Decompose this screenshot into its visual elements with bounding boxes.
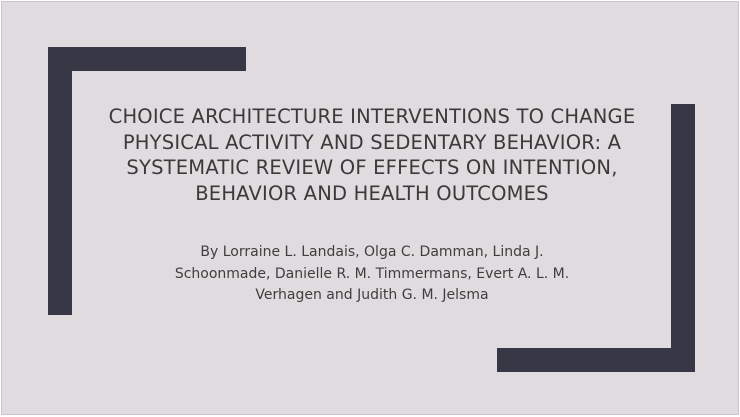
top-left-bracket-horizontal bbox=[48, 47, 246, 71]
bottom-right-bracket-vertical bbox=[671, 104, 695, 372]
bottom-right-bracket-horizontal bbox=[497, 348, 695, 372]
title-slide bbox=[1, 1, 739, 415]
slide-authors: By Lorraine L. Landais, Olga C. Damman, Linda J. Schoonmade, Danielle R. M. Timmermans, Evert A. L. M. Verhagen and Judith G. M. Jelsma bbox=[174, 244, 570, 303]
slide-title: CHOICE ARCHITECTURE INTERVENTIONS TO CHANGE PHYSICAL ACTIVITY AND SEDENTARY BEHAVIOR: A SYSTEMATIC REVIEW OF EFFECTS ON INTENTION, BEHAVIOR AND HEALTH OUTCOMES bbox=[108, 105, 636, 205]
top-left-bracket-vertical bbox=[48, 47, 72, 315]
